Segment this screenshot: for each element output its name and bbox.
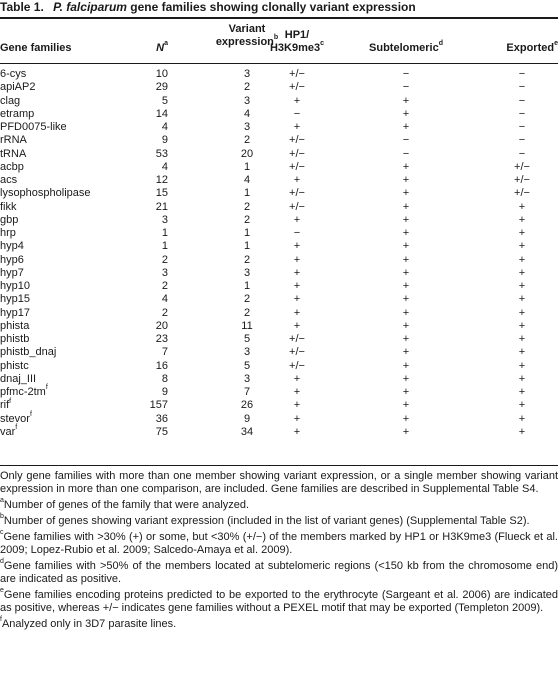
subtelomeric-cell: −: [402, 81, 410, 94]
variant-expression-cell: 34: [240, 425, 254, 438]
gene-family-cell: hyp6: [0, 253, 24, 266]
n-cell: 4: [161, 160, 168, 173]
gene-family-cell: hyp7: [0, 266, 24, 279]
subtelomeric-cell: +: [402, 266, 410, 279]
table-header-rule: [0, 63, 558, 64]
variant-expression-cell: 9: [243, 412, 251, 425]
n-cell: 7: [161, 346, 168, 359]
subtelomeric-cell: +: [402, 200, 410, 213]
exported-cell: −: [518, 94, 526, 107]
variant-expression-cell: 1: [243, 240, 251, 253]
n-cell: 4: [161, 293, 168, 306]
table-row: [0, 346, 558, 359]
gene-family-cell: acbp: [0, 160, 24, 173]
variant-expression-cell: 1: [243, 187, 251, 200]
exported-cell: +: [518, 425, 526, 438]
hp1-h3k9me3-cell: +: [293, 240, 301, 253]
gene-family-cell: clag: [0, 94, 21, 107]
n-cell: 12: [155, 174, 168, 186]
variant-expression-cell: 3: [243, 372, 251, 385]
gene-family-cell: tRNA: [0, 147, 27, 160]
hp1-h3k9me3-cell: +/−: [289, 68, 305, 80]
n-cell: 1: [161, 240, 168, 253]
caption-title: gene families showing clonally variant expression: [126, 0, 416, 14]
hp1-h3k9me3-cell: +: [293, 174, 301, 186]
footnote-a: $^a$Number of genes of the family that were analyzed.: [0, 497, 250, 511]
subtelomeric-cell: +: [402, 187, 410, 200]
hp1-h3k9me3-cell: +: [293, 319, 301, 332]
table-row: [0, 320, 558, 333]
n-cell: 23: [155, 333, 168, 345]
hp1-h3k9me3-cell: +: [293, 121, 301, 133]
gene-family-cell: 6-cys: [0, 68, 27, 80]
table-row: [0, 227, 558, 240]
table-row: [0, 280, 558, 293]
header-hp1-h3k9me3: HP1/ H3K9me3$^c$: [269, 29, 325, 54]
exported-cell: +: [518, 359, 526, 372]
subtelomeric-cell: +: [402, 280, 410, 292]
exported-cell: +/−: [514, 187, 530, 200]
variant-expression-cell: 2: [243, 200, 251, 213]
table-row: [0, 134, 558, 147]
exported-cell: −: [518, 107, 526, 120]
hp1-h3k9me3-cell: +/−: [289, 200, 305, 213]
hp1-h3k9me3-cell: +: [293, 412, 301, 425]
table-row: [0, 81, 558, 94]
table-row: [0, 373, 558, 386]
gene-family-cell: phistb_dnaj: [0, 346, 57, 359]
variant-expression-cell: 5: [243, 333, 251, 345]
footnote-b: $^b$Number of genes showing variant expression (included in the list of variant genes) (Supplemental Table S2).: [0, 513, 530, 527]
subtelomeric-cell: +: [402, 425, 410, 438]
exported-cell: +/−: [514, 160, 530, 173]
exported-cell: +: [518, 227, 526, 239]
table-footnotes: [0, 470, 558, 634]
exported-cell: +: [518, 319, 526, 332]
gene-family-cell: hrp: [0, 227, 16, 239]
variant-expression-cell: 4: [243, 174, 251, 186]
table-row: [0, 214, 558, 227]
n-cell: 9: [161, 386, 168, 398]
hp1-h3k9me3-cell: +: [293, 253, 301, 266]
table-row: [0, 95, 558, 108]
subtelomeric-cell: +: [402, 213, 410, 226]
subtelomeric-cell: +: [402, 240, 410, 253]
n-cell: 36: [155, 412, 168, 425]
table-row: [0, 68, 558, 81]
exported-cell: +: [518, 213, 526, 226]
gene-family-cell: rif$^f$: [0, 397, 12, 412]
n-cell: 53: [155, 147, 168, 160]
subtelomeric-cell: −: [402, 68, 410, 80]
header-variant-expression: Variant expression$^b$: [215, 23, 279, 48]
table-row: [0, 161, 558, 174]
subtelomeric-cell: +: [402, 253, 410, 266]
hp1-h3k9me3-cell: +: [293, 293, 301, 306]
gene-family-cell: dnaj_III: [0, 372, 37, 385]
table-row: [0, 187, 558, 200]
table-row: [0, 254, 558, 267]
n-cell: 10: [155, 68, 168, 80]
footnote-e: $^e$Gene families encoding proteins predicted to be exported to the erythrocyte (Sargeant et al. 2006) are indicated as positive, whereas +/− indicates gene families without a PEXEL motif that may be exported (Templeton 2009).: [0, 587, 558, 614]
caption-species: P. falciparum: [53, 0, 127, 14]
variant-expression-cell: 26: [240, 399, 254, 412]
table-label: Table 1.: [0, 0, 44, 14]
hp1-h3k9me3-cell: +: [293, 213, 301, 226]
gene-family-cell: acs: [0, 174, 18, 186]
gene-family-cell: pfmc-$2tm^f$: [0, 384, 48, 398]
subtelomeric-cell: +: [402, 227, 410, 239]
n-cell: 8: [161, 372, 168, 385]
subtelomeric-cell: +: [402, 160, 410, 173]
table-body: [0, 68, 558, 439]
subtelomeric-cell: +: [402, 386, 410, 398]
subtelomeric-cell: −: [402, 147, 410, 160]
subtelomeric-cell: +: [402, 319, 410, 332]
exported-cell: +: [518, 266, 526, 279]
exported-cell: +: [518, 346, 526, 359]
n-cell: 3: [161, 213, 168, 226]
footnote-c: $^c$Gene families with >30% (+) or some, but <30% (+/−) of the members marked by HP1 or H3K9me3 (Flueck et al. 2009; Lopez-Rubio et al. 2009; Salcedo-Amaya et al. 2009).: [0, 529, 558, 556]
variant-expression-cell: 2: [243, 253, 251, 266]
exported-cell: +: [518, 280, 526, 292]
table-row: [0, 121, 558, 134]
hp1-h3k9me3-cell: +/−: [289, 147, 305, 160]
hp1-h3k9me3-cell: +: [293, 399, 301, 412]
variant-expression-cell: 4: [243, 107, 251, 120]
exported-cell: +: [518, 333, 526, 345]
hp1-h3k9me3-cell: +/−: [289, 81, 305, 94]
subtelomeric-cell: +: [402, 94, 410, 107]
table-row: [0, 307, 558, 320]
subtelomeric-cell: +: [402, 359, 410, 372]
table-row: [0, 174, 558, 187]
exported-cell: +/−: [514, 174, 530, 186]
header-exported: Exported$^e$: [506, 40, 558, 54]
gene-family-cell: gbp: [0, 213, 19, 226]
table-row: [0, 410, 558, 426]
subtelomeric-cell: +: [402, 372, 410, 385]
gene-family-cell: hyp4: [0, 240, 24, 253]
gene-family-cell: rRNA: [0, 134, 27, 147]
variant-expression-cell: 5: [243, 359, 251, 372]
gene-family-cell: hyp10: [0, 280, 30, 292]
table-row: [0, 201, 558, 214]
variant-expression-cell: 3: [243, 266, 251, 279]
gene-family-cell: lysophospholipase: [0, 187, 91, 200]
table-bottom-rule: [0, 465, 558, 466]
subtelomeric-cell: +: [402, 333, 410, 345]
n-cell: 2: [161, 306, 168, 319]
hp1-h3k9me3-cell: +/−: [289, 359, 305, 372]
gene-family-cell: etramp: [0, 107, 35, 120]
n-cell: 14: [155, 107, 168, 120]
n-cell: 16: [155, 359, 168, 372]
exported-cell: +: [518, 253, 526, 266]
exported-cell: −: [518, 68, 526, 80]
n-cell: 2: [161, 280, 168, 292]
table-row: [0, 360, 558, 373]
variant-expression-cell: 2: [243, 306, 251, 319]
table-top-rule: [0, 17, 558, 19]
n-cell: 2: [161, 253, 168, 266]
subtelomeric-cell: +: [402, 121, 410, 133]
gene-family-cell: stevor$^f$: [0, 410, 32, 425]
gene-family-cell: phistc: [0, 359, 29, 372]
footnote-f: $^f$Analyzed only in 3D7 parasite lines.: [0, 616, 177, 630]
n-cell: 3: [161, 266, 168, 279]
variant-expression-cell: 2: [243, 134, 251, 147]
n-cell: 5: [161, 94, 168, 107]
exported-cell: +: [518, 240, 526, 253]
table-caption: [0, 0, 558, 14]
subtelomeric-cell: +: [402, 346, 410, 359]
hp1-h3k9me3-cell: −: [293, 227, 301, 239]
variant-expression-cell: 3: [243, 121, 251, 133]
variant-expression-cell: 1: [243, 227, 251, 239]
table-row: [0, 426, 558, 439]
gene-family-cell: phista: [0, 319, 30, 332]
hp1-h3k9me3-cell: +/−: [289, 134, 305, 147]
subtelomeric-cell: −: [402, 134, 410, 147]
hp1-h3k9me3-cell: +/−: [289, 333, 305, 345]
hp1-h3k9me3-cell: +: [293, 425, 301, 438]
exported-cell: −: [518, 81, 526, 94]
n-cell: 20: [155, 319, 168, 332]
gene-family-cell: hyp15: [0, 293, 30, 306]
gene-family-cell: var$^f$: [0, 424, 18, 438]
exported-cell: +: [518, 200, 526, 213]
exported-cell: +: [518, 386, 526, 398]
table-row: [0, 240, 558, 253]
subtelomeric-cell: +: [402, 399, 410, 412]
variant-expression-cell: 3: [243, 94, 251, 107]
exported-cell: +: [518, 306, 526, 319]
table-row: [0, 148, 558, 161]
n-cell: 29: [155, 81, 168, 94]
exported-cell: +: [518, 293, 526, 306]
footnote-intro: Only gene families with more than one member showing variant expression, or a single member showing variant expression in more than one comparison, are included. Gene families are described in Supplemental Table S4.: [0, 470, 558, 495]
table-row: [0, 293, 558, 306]
exported-cell: −: [518, 147, 526, 160]
table-row: [0, 267, 558, 280]
hp1-h3k9me3-cell: +: [293, 386, 301, 398]
variant-expression-cell: 2: [243, 81, 251, 94]
gene-family-cell: PFD0075-like: [0, 121, 67, 133]
variant-expression-cell: 3: [243, 68, 251, 80]
gene-family-cell: phistb: [0, 333, 30, 345]
table-row: [0, 108, 558, 121]
variant-expression-cell: 2: [243, 293, 251, 306]
variant-expression-cell: 20: [240, 147, 254, 160]
exported-cell: +: [518, 399, 526, 412]
hp1-h3k9me3-cell: +/−: [289, 187, 305, 200]
hp1-h3k9me3-cell: +: [293, 306, 301, 319]
exported-cell: +: [518, 412, 526, 425]
hp1-h3k9me3-cell: −: [293, 107, 301, 120]
variant-expression-cell: 2: [243, 213, 251, 226]
exported-cell: +: [518, 372, 526, 385]
exported-cell: −: [518, 134, 526, 147]
variant-expression-cell: 1: [243, 280, 251, 292]
variant-expression-cell: 7: [243, 386, 251, 398]
header-subtelomeric: Subtelomeric$^d$: [369, 40, 443, 54]
hp1-h3k9me3-cell: +/−: [289, 160, 305, 173]
variant-expression-cell: 1: [243, 160, 251, 173]
gene-family-cell: apiAP2: [0, 81, 36, 94]
table-row: [0, 399, 558, 412]
variant-expression-cell: 3: [243, 346, 251, 359]
subtelomeric-cell: +: [402, 107, 410, 120]
hp1-h3k9me3-cell: +: [293, 280, 301, 292]
header-n: $N^a$: [156, 40, 168, 54]
hp1-h3k9me3-cell: +/−: [289, 346, 305, 359]
subtelomeric-cell: +: [402, 306, 410, 319]
subtelomeric-cell: +: [402, 412, 410, 425]
n-cell: 157: [149, 399, 168, 412]
gene-family-cell: fikk: [0, 200, 17, 213]
gene-family-cell: hyp17: [0, 306, 30, 319]
table-row: [0, 386, 558, 399]
exported-cell: −: [518, 121, 526, 133]
table-row: [0, 333, 558, 346]
n-cell: 9: [161, 134, 168, 147]
header-gene-families: Gene families: [0, 42, 72, 54]
n-cell: 15: [155, 187, 168, 200]
footnote-d: $^d$Gene families with >50% of the members located at subtelomeric regions (<150 kb from the chromosome end) are indicated as positive.: [0, 558, 558, 585]
n-cell: 75: [155, 425, 168, 438]
n-cell: 1: [161, 227, 168, 239]
subtelomeric-cell: +: [402, 293, 410, 306]
variant-expression-cell: 11: [241, 319, 253, 332]
hp1-h3k9me3-cell: +: [293, 94, 301, 107]
n-cell: 4: [161, 121, 168, 133]
hp1-h3k9me3-cell: +: [293, 266, 301, 279]
subtelomeric-cell: +: [402, 174, 410, 186]
n-cell: 21: [155, 200, 168, 213]
hp1-h3k9me3-cell: +: [293, 372, 301, 385]
